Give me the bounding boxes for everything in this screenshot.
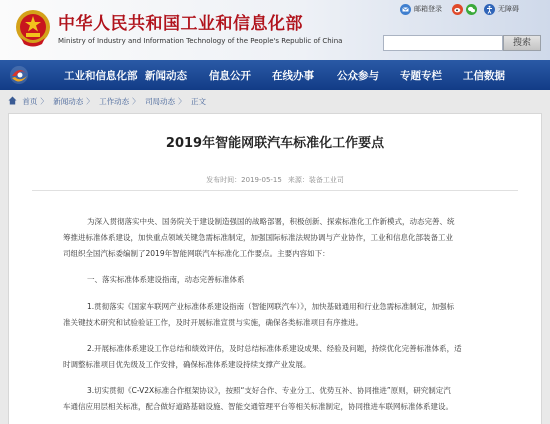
search-button[interactable]: 搜索 [503, 35, 541, 51]
accessibility-icon[interactable] [484, 4, 495, 15]
breadcrumb-work-news[interactable]: 工作动态 [99, 97, 130, 106]
top-links [400, 4, 545, 16]
site-subtitle: Ministry of Industry and Information Technology of the People's Republic of China [58, 37, 343, 45]
paragraph-line: 3.切实贯彻《C-V2X标准合作框架协议》，按照“支好合作、专业分工、优势互补、协同推进”原则，研究制定汽 [87, 386, 451, 395]
paragraph-line: 时调整标准项目优先级及工作安排，确保标准体系建设持续支撑产业发展。 [63, 360, 311, 369]
article-source: 来源：装备工业司 [287, 176, 344, 184]
paragraph-line: 准关键技术研究和试验验证工作，及时开展标准宣贯与实施，确保各类标准项目有序推进。 [63, 318, 363, 327]
breadcrumb-news[interactable]: 新闻动态 [53, 97, 84, 106]
mail-login-link[interactable]: 邮箱登录 [414, 5, 442, 13]
article-card [8, 113, 542, 424]
breadcrumb-home[interactable]: 首页 [22, 97, 38, 106]
paragraph-line: 司组织全国汽标委编制了2019年智能网联汽车标准化工作要点。主要内容如下： [63, 249, 330, 258]
breadcrumb: 首页 〉 新闻动态 〉 工作动态 〉 司局动态 〉 正文 [8, 96, 209, 108]
paragraph-line: 筹推进标准体系建设，加快重点领域关键急需标准制定，加强国际标准法规协调与产业协作，工业和信息化部装备工业 [63, 233, 453, 242]
paragraph-line: 1.贯彻落实《国家车联网产业标准体系建设指南（智能网联汽车）》，加快基础通用和行业急需标准制定，加强标 [87, 302, 455, 311]
weibo-icon[interactable] [452, 4, 463, 15]
paragraph-line: 为深入贯彻落实中央、国务院关于建设制造强国的战略部署，积极创新、探索标准化工作新模式，动态完善、统 [87, 217, 455, 226]
mail-icon[interactable] [400, 4, 411, 15]
paragraph-line: 2.开展标准体系建设工作总结和绩效评估，及时总结标准体系建设成果、经验及问题，持续优化完善标准体系，适 [87, 344, 462, 353]
nav-item-miit[interactable]: 工业和信息化部 [64, 70, 138, 82]
site-title: 中华人民共和国工业和信息化部 [58, 14, 303, 34]
article-section-heading [63, 272, 485, 288]
breadcrumb-bureau-news[interactable]: 司局动态 [145, 97, 176, 106]
paragraph-line: 一、落实标准体系建设指南，动态完善标准体系 [87, 275, 245, 284]
article-paragraph-intro [63, 214, 485, 262]
paragraph-line: 车通信应用层相关标准，配合做好道路基础设施、智能交通管理平台等相关标准制定，协同推进车联网标准体系建设。 [63, 402, 453, 411]
publish-date: 发布时间：2019-05-15 [206, 176, 282, 184]
nav-item-news[interactable]: 新闻动态 [145, 70, 187, 82]
home-icon [8, 96, 17, 105]
nav-item-special-topics[interactable]: 专题专栏 [400, 70, 442, 82]
article-meta [0, 175, 550, 185]
article-paragraph-1 [63, 299, 485, 331]
nav-item-online-service[interactable]: 在线办事 [272, 70, 314, 82]
breadcrumb-current: 正文 [190, 97, 206, 106]
title-divider [32, 190, 518, 191]
nav-item-public-participation[interactable]: 公众参与 [337, 70, 379, 82]
article-paragraph-2 [63, 341, 485, 373]
article-paragraph-3 [63, 383, 485, 415]
miit-logo-icon[interactable] [8, 64, 48, 86]
nav-item-data[interactable]: 工信数据 [463, 70, 505, 82]
article-title: 2019年智能网联汽车标准化工作要点 [165, 136, 385, 151]
nav-item-info-disclosure[interactable]: 信息公开 [209, 70, 251, 82]
wechat-icon[interactable] [466, 4, 477, 15]
national-emblem-icon [14, 8, 52, 48]
accessibility-link[interactable]: 无障碍 [498, 5, 519, 13]
search-input[interactable] [383, 35, 503, 51]
